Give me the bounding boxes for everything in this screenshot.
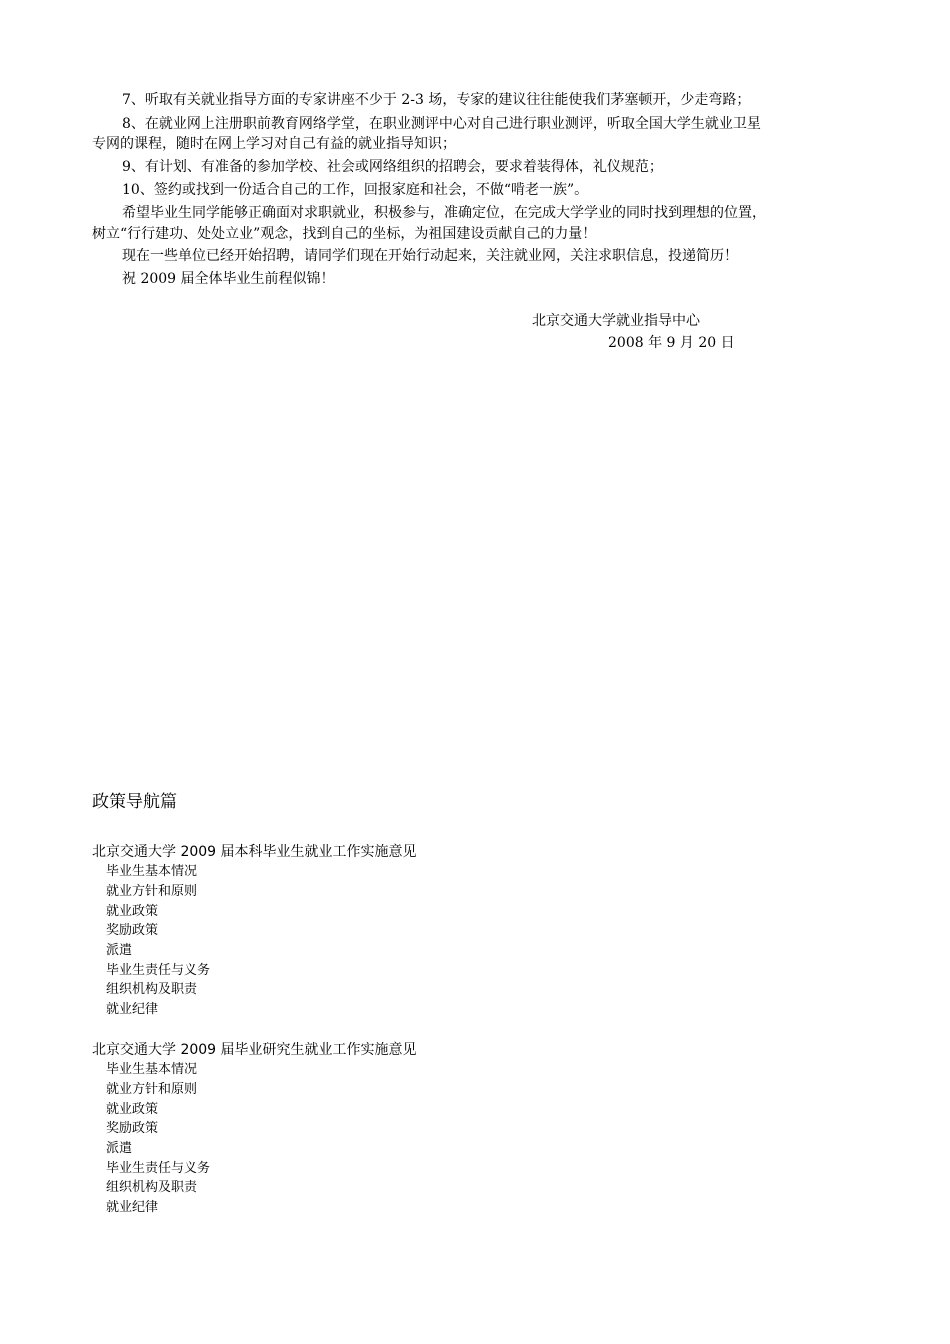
toc-item[interactable]: 派遣 xyxy=(106,943,133,958)
toc-item[interactable]: 就业政策 xyxy=(106,1102,159,1117)
toc-item[interactable]: 毕业生基本情况 xyxy=(106,864,198,879)
letter-item-7: 7、听取有关就业指导方面的专家讲座不少于 2-3 场，专家的建议往往能使我们茅塞顿开，少走弯路； xyxy=(122,92,751,108)
toc-item[interactable]: 毕业生基本情况 xyxy=(106,1062,198,1077)
toc-item[interactable]: 毕业生责任与义务 xyxy=(106,1161,211,1176)
toc-item[interactable]: 组织机构及职责 xyxy=(106,1180,198,1195)
letter-item-9: 9、有计划、有准备的参加学校、社会或网络组织的招聘会，要求着装得体，礼仪规范； xyxy=(122,159,663,175)
letter-date: 2008 年 9 月 20 日 xyxy=(608,335,735,351)
toc-item[interactable]: 奖励政策 xyxy=(106,1121,159,1136)
toc-item[interactable]: 就业方针和原则 xyxy=(106,884,198,899)
toc-section-title-undergraduate[interactable]: 北京交通大学 2009 届本科毕业生就业工作实施意见 xyxy=(92,844,417,860)
toc-item[interactable]: 派遣 xyxy=(106,1141,133,1156)
letter-item-8: 8、在就业网上注册职前教育网络学堂，在职业测评中心对自己进行职业测评，听取全国大学生就业卫星 xyxy=(122,116,761,132)
toc-item[interactable]: 就业纪律 xyxy=(106,1002,159,1017)
toc-item[interactable]: 就业方针和原则 xyxy=(106,1082,198,1097)
letter-paragraph-hope: 希望毕业生同学能够正确面对求职就业，积极参与，准确定位，在完成大学学业的同时找到理想的位置， xyxy=(122,205,766,221)
toc-section-title-graduate[interactable]: 北京交通大学 2009 届毕业研究生就业工作实施意见 xyxy=(92,1042,417,1058)
letter-item-10: 10、签约或找到一份适合自己的工作，回报家庭和社会，不做“啃老一族”。 xyxy=(122,182,589,198)
letter-closing-wish: 祝 2009 届全体毕业生前程似锦！ xyxy=(122,271,335,287)
letter-paragraph-hope-continued: 树立“行行建功、处处立业”观念，找到自己的坐标，为祖国建设贡献自己的力量！ xyxy=(92,226,597,242)
toc-item[interactable]: 奖励政策 xyxy=(106,923,159,938)
letter-item-8-continued: 专网的课程，随时在网上学习对自己有益的就业指导知识； xyxy=(92,136,456,152)
toc-item[interactable]: 就业纪律 xyxy=(106,1200,159,1215)
policy-heading: 政策导航篇 xyxy=(92,792,177,812)
toc-item[interactable]: 就业政策 xyxy=(106,904,159,919)
letter-paragraph-recruiting: 现在一些单位已经开始招聘，请同学们现在开始行动起来，关注就业网，关注求职信息，投递简历！ xyxy=(122,248,738,264)
toc-item[interactable]: 毕业生责任与义务 xyxy=(106,963,211,978)
letter-signature: 北京交通大学就业指导中心 xyxy=(532,313,700,329)
toc-item[interactable]: 组织机构及职责 xyxy=(106,982,198,997)
